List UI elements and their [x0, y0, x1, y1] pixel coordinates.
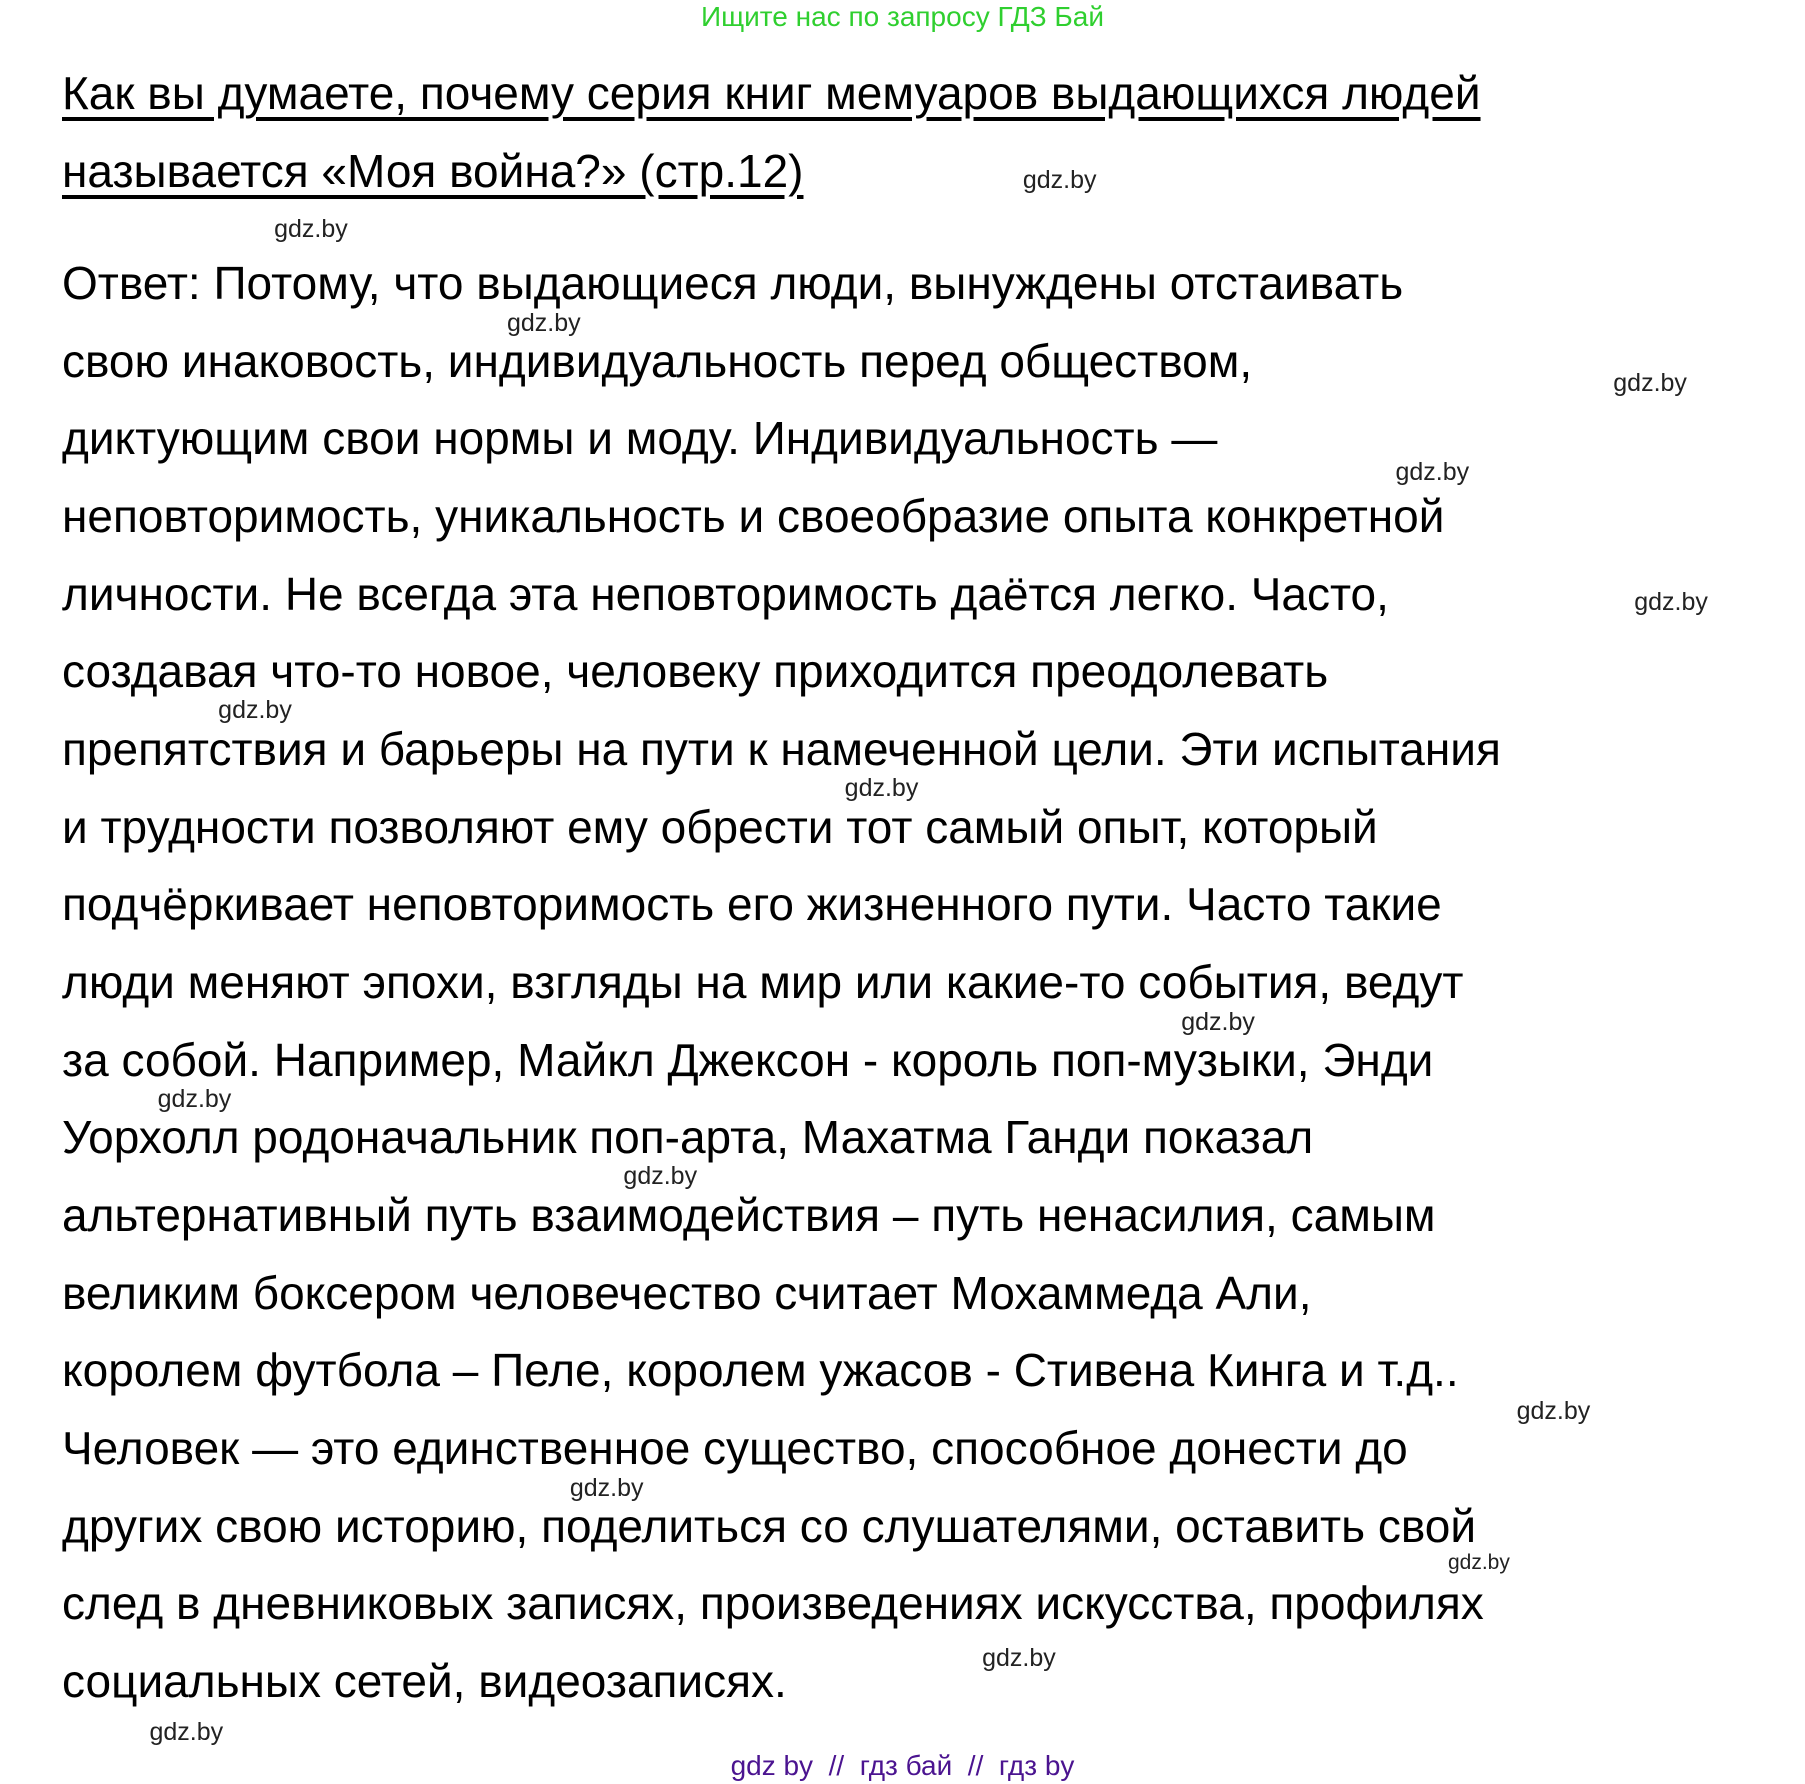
answer-line: препятствия и барьеры на пути к намеченной цели. Эти испытания — [62, 723, 1501, 775]
watermark: gdz.by — [218, 696, 292, 725]
watermark: gdz.by — [569, 1474, 644, 1503]
watermark: gdz.by — [149, 1717, 224, 1746]
answer-line: неповторимость, уникальность и своеобразие опыта конкретной — [62, 489, 1445, 542]
answer-line: и трудности позволяют ему обрести тот самый опыт, который — [62, 800, 1378, 853]
answer-line: подчёркивает неповторимость его жизненного пути. Часто такие — [62, 878, 1442, 931]
watermark: gdz.by — [844, 774, 919, 803]
footer-watermark: gdz by // гдз бай // гдз by — [730, 1750, 1075, 1781]
watermark: gdz.by — [623, 1162, 698, 1191]
watermark: gdz.by — [1022, 166, 1097, 195]
answer-line: альтернативный путь взаимодействия – путь ненасилия, самым — [62, 1189, 1436, 1242]
answer-line: за собой. Например, Майкл Джексон - король поп-музыки, Энди — [62, 1033, 1434, 1086]
watermark: gdz.by — [1395, 457, 1470, 486]
answer-line: Уорхолл родоначальник поп-арта, Махатма Ганди показал — [62, 1111, 1314, 1164]
answer-line: Человек — это единственное существо, способное донести до — [62, 1422, 1408, 1475]
watermark: gdz.by — [1447, 1550, 1510, 1574]
watermark: gdz.by — [157, 1085, 232, 1114]
answer-line: след в дневниковых записях, произведениях искусства, профилях — [62, 1577, 1484, 1630]
answer-line: социальных сетей, видеозаписях. — [62, 1655, 787, 1708]
answer-line: диктующим свои нормы и моду. Индивидуальность — — [62, 412, 1218, 465]
watermark: gdz.by — [1634, 588, 1708, 617]
watermark: gdz.by — [982, 1644, 1056, 1673]
answer-line: личности. Не всегда эта неповторимость даётся легко. Часто, — [62, 567, 1389, 620]
watermark: gdz.by — [274, 215, 348, 244]
search-hint-banner: Ищите нас по запросу ГДЗ Бай — [700, 1, 1105, 32]
watermark: gdz.by — [506, 308, 581, 337]
answer-line: великим боксером человечество считает Мохаммеда Али, — [62, 1266, 1312, 1319]
answer-line: создавая что-то новое, человеку приходится преодолевать — [62, 645, 1329, 698]
answer-line: люди меняют эпохи, взгляды на мир или какие-то события, ведут — [62, 956, 1464, 1009]
question-line: называется «Моя война?» (стр.12) — [62, 145, 804, 198]
answer-line: других свою историю, поделиться со слушателями, оставить свой — [62, 1499, 1477, 1552]
answer-line: свою инаковость, индивидуальность перед обществом, — [62, 334, 1253, 387]
answer-line: Ответ: Потому, что выдающиеся люди, вынуждены отстаивать — [62, 256, 1404, 309]
answer-line: королем футбола – Пеле, королем ужасов - Стивена Кинга и т.д.. — [62, 1344, 1459, 1397]
watermark: gdz.by — [1516, 1397, 1591, 1426]
watermark: gdz.by — [1181, 1008, 1255, 1037]
watermark: gdz.by — [1613, 369, 1687, 398]
question-line: Как вы думаете, почему серия книг мемуаров выдающихся людей — [62, 67, 1481, 120]
